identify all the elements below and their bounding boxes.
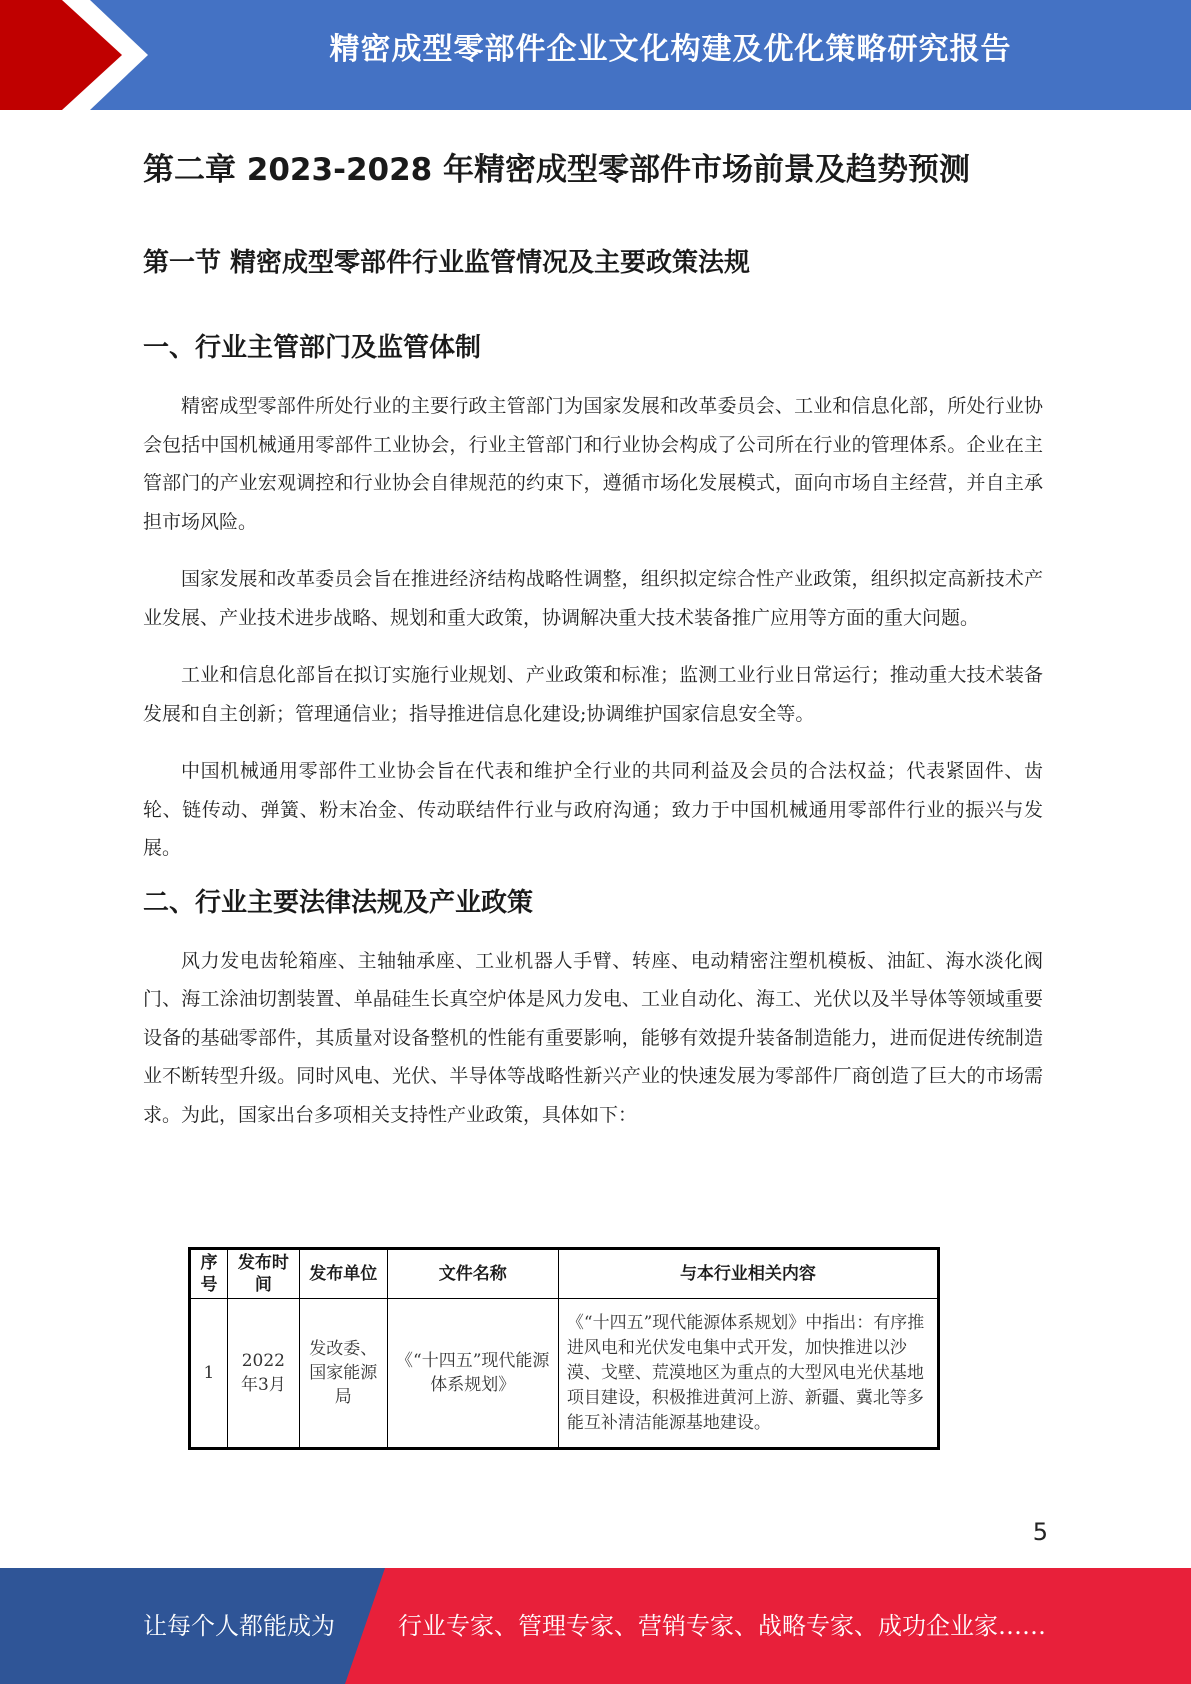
paragraph: 中国机械通用零部件工业协会旨在代表和维护全行业的共同利益及会员的合法权益；代表紧固件、齿轮、链传动、弹簧、粉末冶金、传动联结件行业与政府沟通；致力于中国机械通用零部件行业的振兴与发展。 xyxy=(143,760,1043,859)
section-title: 第一节 精密成型零部件行业监管情况及主要政策法规 xyxy=(143,248,751,278)
paragraph: 工业和信息化部旨在拟订实施行业规划、产业政策和标准；监测工业行业日常运行；推动重大技术装备发展和自主创新；管理通信业；指导推进信息化建设;协调维护国家信息安全等。 xyxy=(143,664,1043,725)
table-header-row xyxy=(190,1249,939,1299)
cell-no: 1 xyxy=(190,1299,228,1449)
header-no: 序号 xyxy=(190,1249,228,1299)
header-date: 发布时间 xyxy=(227,1249,299,1299)
header-issuer: 发布单位 xyxy=(299,1249,387,1299)
header-title: 精密成型零部件企业文化构建及优化策略研究报告 xyxy=(329,32,1012,67)
header-content: 与本行业相关内容 xyxy=(558,1249,938,1299)
chapter-title: 第二章 2023-2028 年精密成型零部件市场前景及趋势预测 xyxy=(143,152,971,188)
page-footer xyxy=(0,1568,1191,1684)
table-row xyxy=(190,1299,939,1449)
cell-doc: 《“十四五”现代能源体系规划》 xyxy=(387,1299,558,1449)
paragraph: 精密成型零部件所处行业的主要行政主管部门为国家发展和改革委员会、工业和信息化部，所处行业协会包括中国机械通用零部件工业协会，行业主管部门和行业协会构成了公司所在行业的管理体系。企业在主管部门的产业宏观调控和行业协会自律规范的约束下，遵循市场化发展模式，面向市场自主经营，并自主承担市场风险。 xyxy=(143,395,1043,533)
subsection-title-1: 一、行业主管部门及监管体制 xyxy=(143,333,482,363)
cell-date: 2022年3月 xyxy=(227,1299,299,1449)
footer-slogan-right: 行业专家、管理专家、营销专家、战略专家、成功企业家…… xyxy=(398,1612,1046,1640)
cell-content: 《“十四五”现代能源体系规划》中指出：有序推进风电和光伏发电集中式开发，加快推进以沙漠、戈壁、荒漠地区为重点的大型风电光伏基地项目建设，积极推进黄河上游、新疆、冀北等多能互补清洁能源基地建设。 xyxy=(558,1299,938,1449)
paragraph: 风力发电齿轮箱座、主轴轴承座、工业机器人手臂、转座、电动精密注塑机模板、油缸、海水淡化阀门、海工涂油切割装置、单晶硅生长真空炉体是风力发电、工业自动化、海工、光伏以及半导体等领域重要设备的基础零部件，其质量对设备整机的性能有重要影响，能够有效提升装备制造能力，进而促进传统制造业不断转型升级。同时风电、光伏、半导体等战略性新兴产业的快速发展为零部件厂商创造了巨大的市场需求。为此，国家出台多项相关支持性产业政策，具体如下： xyxy=(143,949,1043,1126)
header-arrow-icon xyxy=(0,0,160,110)
footer-slogan-left: 让每个人都能成为 xyxy=(143,1612,335,1640)
page-header xyxy=(0,0,1191,110)
document-body xyxy=(143,130,1043,1134)
page-number: 5 xyxy=(1032,1518,1048,1546)
paragraph: 国家发展和改革委员会旨在推进经济结构战略性调整，组织拟定综合性产业政策，组织拟定高新技术产业发展、产业技术进步战略、规划和重大政策，协调解决重大技术装备推广应用等方面的重大问题。 xyxy=(143,568,1043,629)
subsection-title-2: 二、行业主要法律法规及产业政策 xyxy=(143,887,534,918)
header-doc: 文件名称 xyxy=(387,1249,558,1299)
cell-issuer: 发改委、国家能源局 xyxy=(299,1299,387,1449)
policy-table-wrapper xyxy=(188,1247,940,1450)
policy-table xyxy=(188,1247,940,1450)
